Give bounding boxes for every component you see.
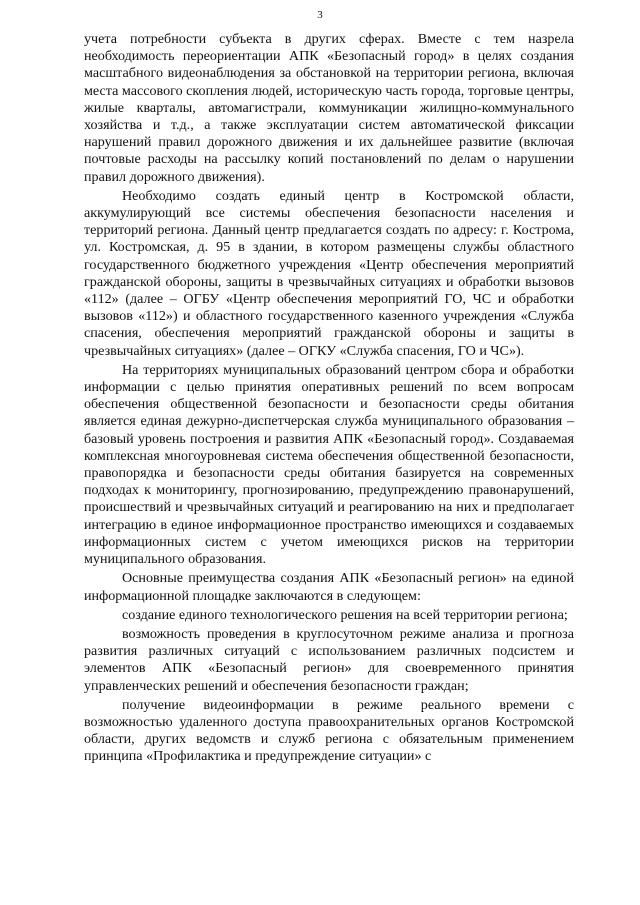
paragraph-2: Необходимо создать единый центр в Костромской области, аккумулирующий все системы обеспечения безопасности населения и территорий региона. Данный центр предлагается создать по адресу: г. Кострома, ул. Костромская, д. 95 в здании, в котором размещены службы областного государственного бюджетного учреждения «Центр обеспечения мероприятий гражданской обороны, защиты в чрезвычайных ситуациях и обработки вызовов «112» (далее – ОГБУ «Центр обеспечения мероприятий ГО, ЧС и обработки вызовов «112») и областного государственного казенного учреждения «Служба спасения, обеспечения мероприятий гражданской обороны и защиты в чрезвычайных ситуациях» (далее – ОГКУ «Служба спасения, ГО и ЧС»). — [84, 187, 574, 359]
paragraph-3: На территориях муниципальных образований центром сбора и обработки информации с целью принятия оперативных решений по всем вопросам обеспечения общественной безопасности и безопасности среды обитания является единая дежурно-диспетчерская служба муниципального образования – базовый уровень построения и развития АПК «Безопасный город». Создаваемая комплексная многоуровневая система обеспечения общественной безопасности, правопорядка и безопасности среды обитания базируется на современных подходах к мониторингу, прогнозированию, предупреждению правонарушений, происшествий и чрезвычайных ситуаций и реагированию на них и предполагает интеграцию в единое информационное пространство имеющихся и создаваемых информационных систем с учетом имеющихся рисков на территории муниципального образования. — [84, 361, 574, 568]
paragraph-1: учета потребности субъекта в других сферах. Вместе с тем назрела необходимость переориентации АПК «Безопасный город» в целях создания масштабного видеонаблюдения за обстановкой на территории региона, включая места массового скопления людей, историческую часть города, торговые центры, жилые кварталы, автомагистрали, коммуникации жилищно-коммунального хозяйства и т.д., а также эксплуатации систем автоматической фиксации нарушений правил дорожного движения и их дальнейшее развитие (включая почтовые расходы на рассылку копий постановлений по делам о нарушении правил дорожного движения). — [84, 31, 574, 185]
paragraph-7: получение видеоинформации в режиме реального времени с возможностью удаленного доступа правоохранительных органов Костромской области, других ведомств и служб региона с обязательным применением принципа «Профилактика и предупреждение ситуации» с — [84, 696, 574, 765]
paragraph-6: возможность проведения в круглосуточном режиме анализа и прогноза развития различных ситуаций с использованием различных подсистем и элементов АПК «Безопасный регион» для своевременного принятия управленческих решений и обеспечения безопасности граждан; — [84, 625, 574, 694]
paragraph-4: Основные преимущества создания АПК «Безопасный регион» на единой информационной площадке заключаются в следующем: — [84, 570, 574, 604]
page-number: 3 — [317, 9, 323, 21]
paragraph-5: создание единого технологического решения на всей территории региона; — [122, 606, 568, 623]
document-body — [84, 31, 574, 766]
